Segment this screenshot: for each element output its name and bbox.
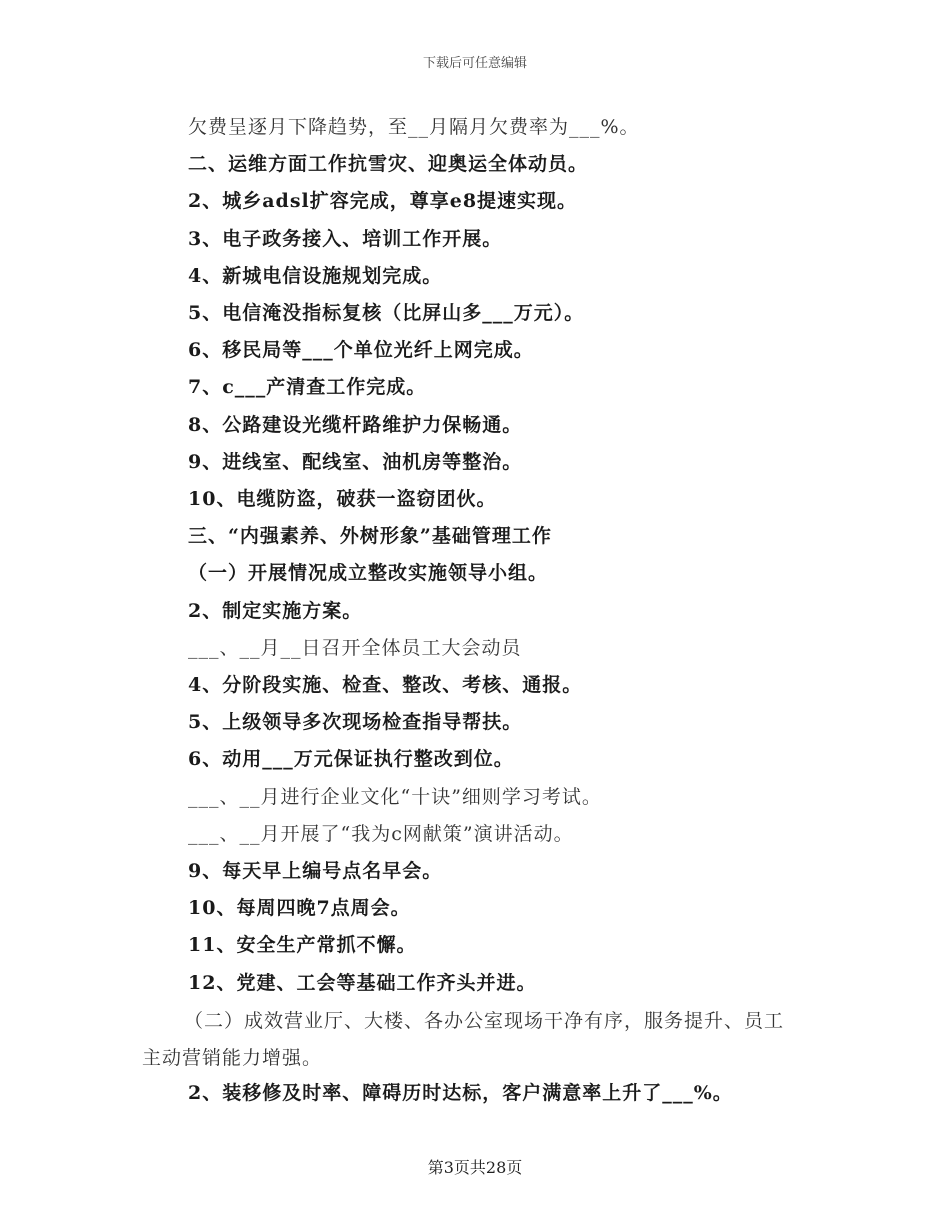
text-line: ___、__月开展了“我为c网献策”演讲活动。 [188, 822, 574, 845]
text-line: 10、每周四晚7点周会。 [188, 897, 411, 920]
text-line: ___、__月__日召开全体员工大会动员 [188, 636, 522, 659]
text-line: 7、c___产清查工作完成。 [188, 376, 427, 399]
text-line: 6、移民局等___个单位光纤上网完成。 [188, 339, 534, 362]
text-line: 12、党建、工会等基础工作齐头并进。 [188, 971, 537, 994]
text-line: 4、新城电信设施规划完成。 [188, 264, 443, 287]
text-line: 9、进线室、配线室、油机房等整治。 [188, 450, 523, 473]
text-line-last: 2、装移修及时率、障碍历时达标，客户满意率上升了___%。 [188, 1082, 733, 1104]
text-line: 6、动用___万元保证执行整改到位。 [188, 748, 514, 771]
text-line: 3、电子政务接入、培训工作开展。 [188, 227, 503, 250]
text-line: 4、分阶段实施、检查、整改、考核、通报。 [188, 674, 583, 696]
page-footer: 第3页共28页 [427, 1158, 523, 1177]
text-line: 11、安全生产常抓不懈。 [188, 934, 417, 957]
text-line: 5、上级领导多次现场检查指导帮扶。 [188, 711, 523, 734]
text-line: 二、运维方面工作抗雪灾、迎奥运全体动员。 [188, 153, 589, 176]
text-line: 8、公路建设光缆杆路维护力保畅通。 [188, 413, 523, 436]
page-header: 下载后可任意编辑 [422, 56, 527, 71]
text-line: 2、城乡adsl扩容完成，尊享e8提速实现。 [188, 190, 578, 213]
text-line: 三、“内强素养、外树形象”基础管理工作 [188, 525, 552, 548]
text-line: 欠费呈逐月下降趋势，至__月隔月欠费率为___%。 [188, 116, 640, 138]
text-line: 10、电缆防盗，破获一盗窃团伙。 [188, 488, 497, 510]
text-line: 5、电信淹没指标复核（比屏山多___万元）。 [188, 302, 585, 324]
text-line: 2、制定实施方案。 [188, 599, 363, 622]
text-line: （一）开展情况成立整改实施领导小组。 [188, 562, 549, 585]
paragraph-results: （二）成效营业厅、大楼、各办公室现场干净有序，服务提升、员工主动营销能力增强。 [142, 1010, 785, 1069]
text-line: 9、每天早上编号点名早会。 [188, 860, 443, 882]
text-line: ___、__月进行企业文化“十诀”细则学习考试。 [188, 785, 602, 808]
